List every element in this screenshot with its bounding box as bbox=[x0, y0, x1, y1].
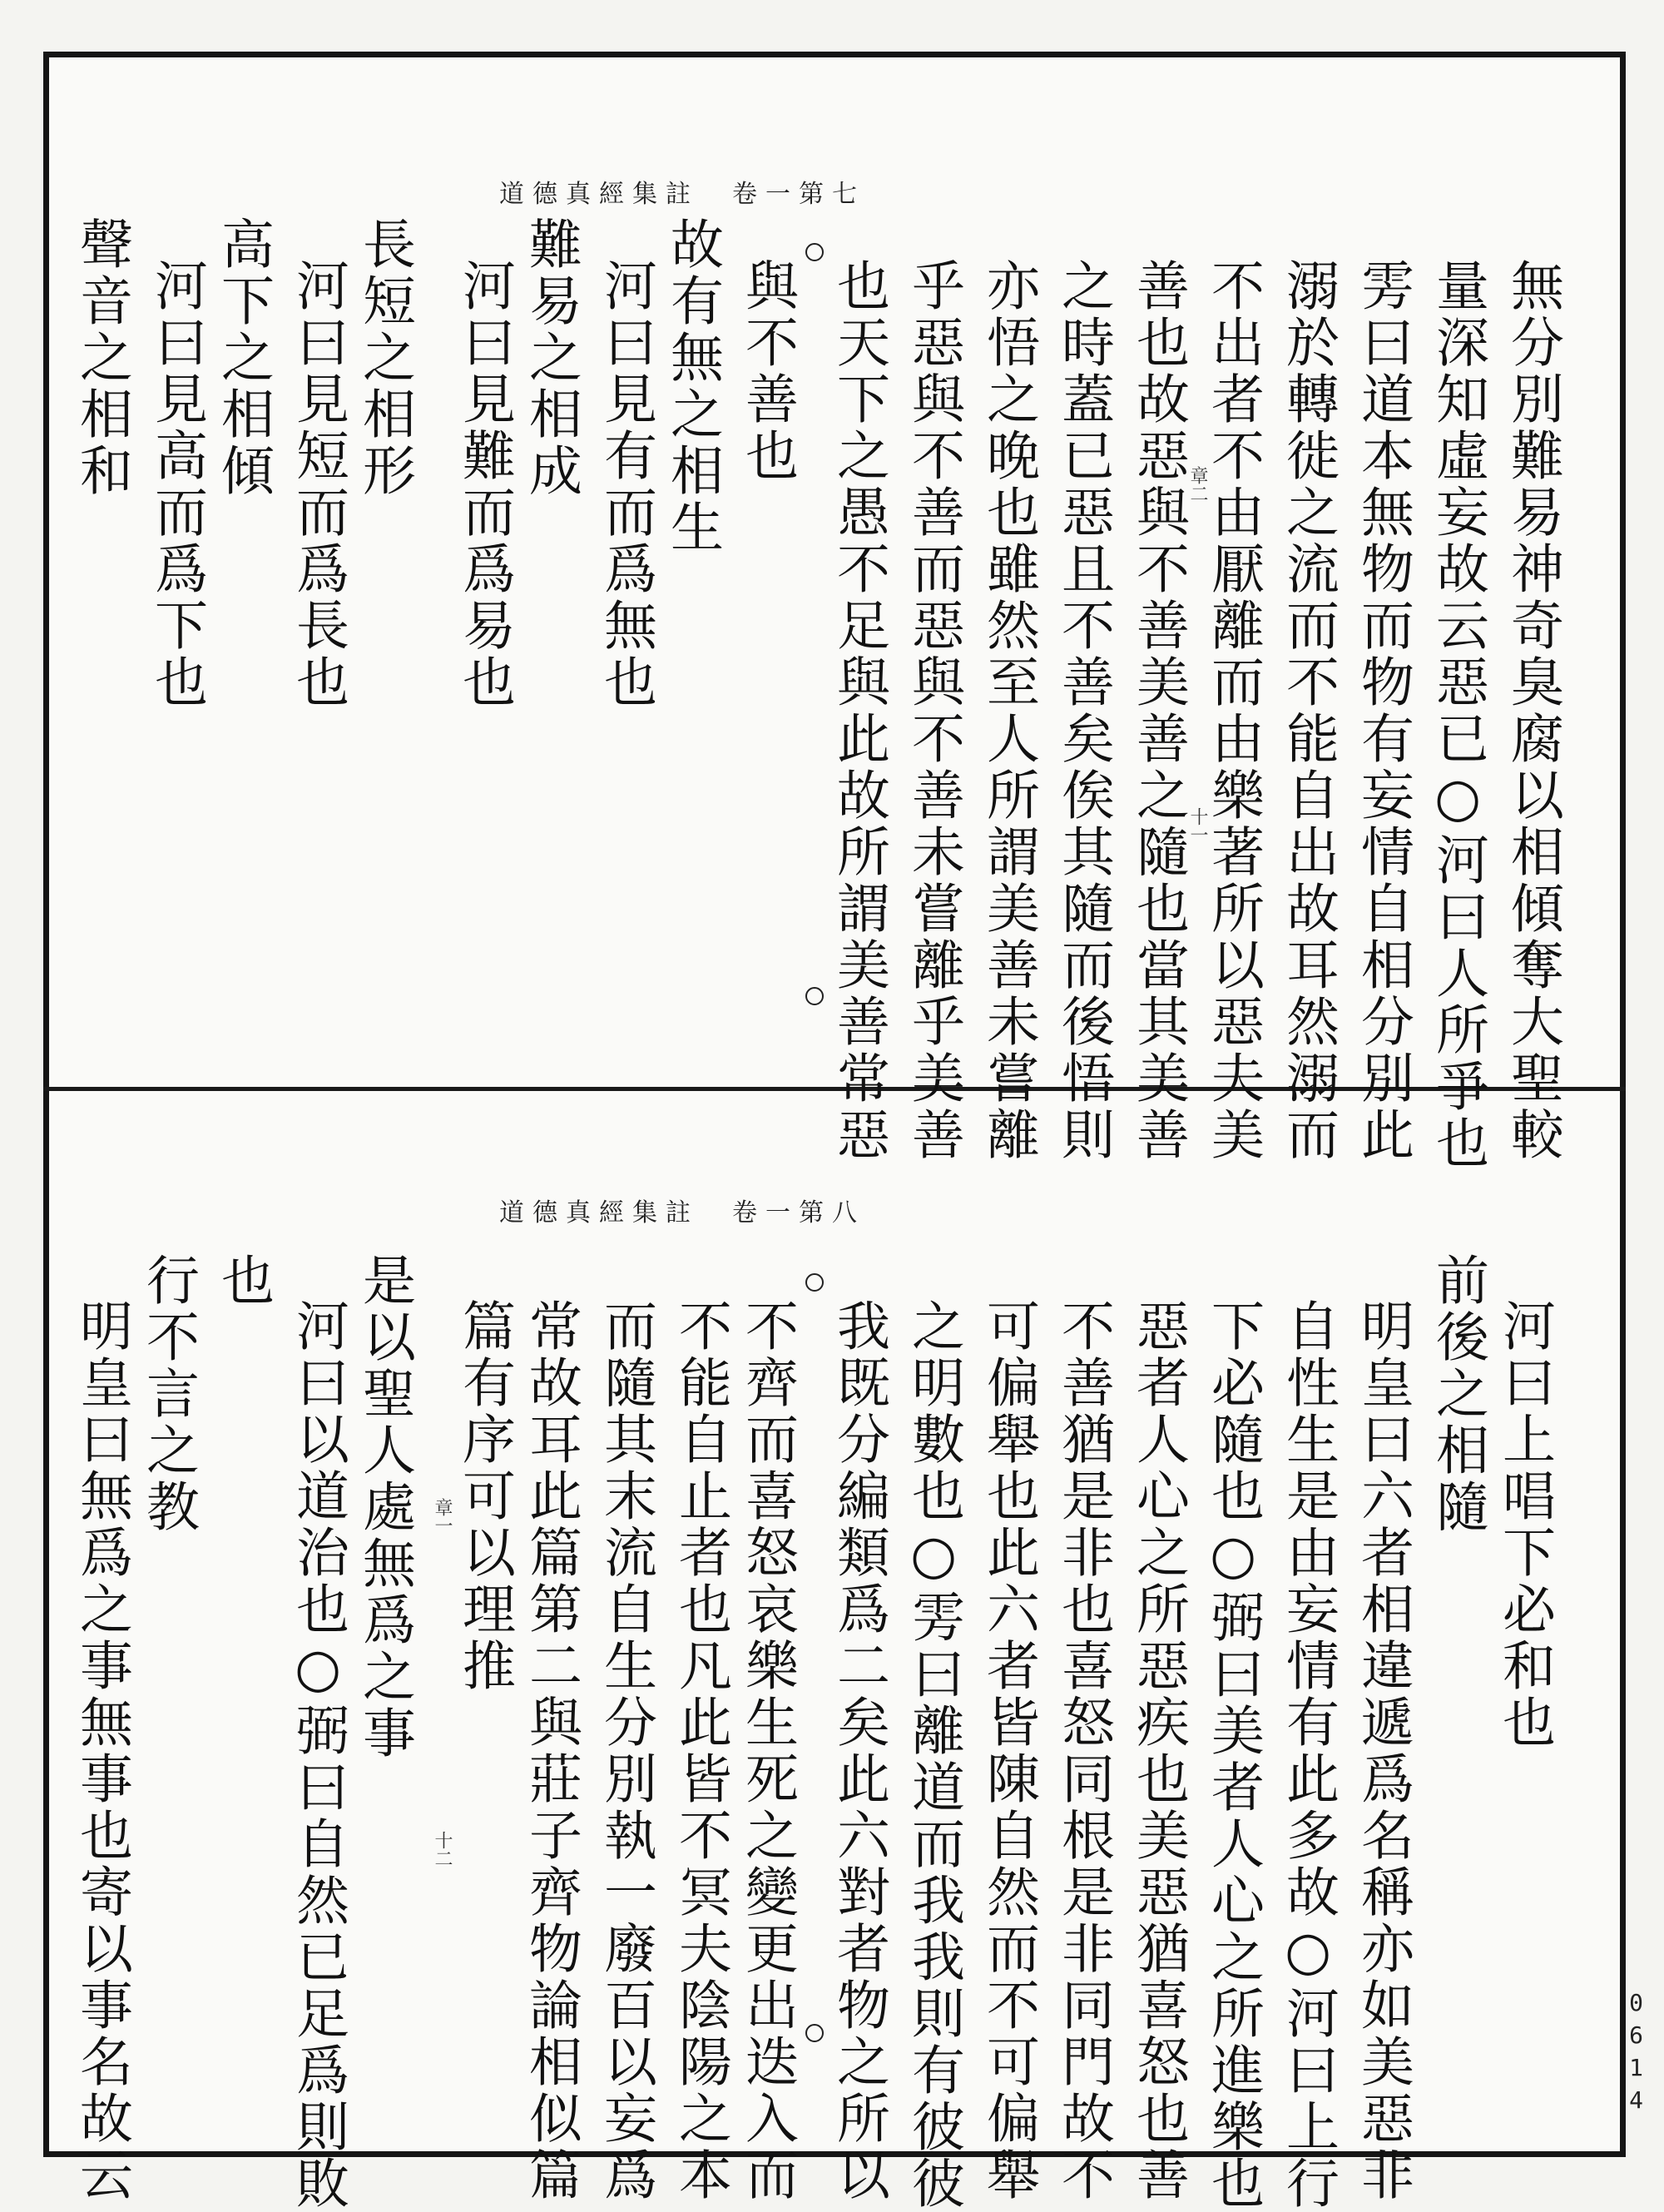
chapter-note: 章二 bbox=[1187, 466, 1208, 503]
text-column: 河曰見短而爲長也 bbox=[287, 258, 349, 711]
text-column: 下必隨也○弼曰美者人心之所進樂也 bbox=[1202, 1298, 1264, 2212]
column-marker-circle bbox=[805, 987, 824, 1005]
text-column: 故有無之相生 bbox=[661, 216, 723, 556]
page-number: 0614 bbox=[1622, 1989, 1650, 2119]
text-column: 河曰見有而爲無也 bbox=[595, 258, 656, 711]
text-column: 也天下之愚不足與此故所謂美善常惡 bbox=[828, 258, 889, 1163]
text-column: 是以聖人處無爲之事 bbox=[354, 1252, 415, 1762]
text-column: 善也故惡與不善美善之隨也當其美善 bbox=[1127, 258, 1189, 1163]
text-column: 亦悟之晚也雖然至人所謂美善未嘗離 bbox=[978, 258, 1039, 1163]
text-column: 聲音之相和 bbox=[71, 216, 132, 499]
text-column: 長短之相形 bbox=[354, 216, 415, 499]
text-column: 也 bbox=[212, 1252, 274, 1309]
text-column: 常故耳此篇第二與莊子齊物論相似篇 bbox=[520, 1298, 582, 2204]
text-column: 量深知虛妄故云惡已○河曰人所爭也 bbox=[1427, 258, 1488, 1172]
column-marker-circle bbox=[805, 243, 824, 261]
text-column: 河曰上唱下必和也 bbox=[1493, 1298, 1555, 1751]
text-column: 與不善也 bbox=[736, 258, 798, 484]
text-column: 明皇曰無爲之事無事也寄以事名故云 bbox=[71, 1298, 132, 2204]
text-column: 之時蓋已惡且不善矣俟其隨而後悟則 bbox=[1052, 258, 1114, 1163]
text-column: 我既分編類爲二矣此六對者物之所以 bbox=[828, 1298, 889, 2204]
column-marker-circle bbox=[805, 1273, 824, 1292]
running-header-top: 道德真經集註 卷一第七 bbox=[499, 180, 865, 209]
column-marker-circle bbox=[805, 2024, 824, 2042]
text-column: 行不言之教 bbox=[137, 1252, 199, 1535]
text-column: 前後之相隨 bbox=[1427, 1252, 1488, 1535]
text-column: 不善猶是非也喜怒同根是非同門故不 bbox=[1052, 1298, 1114, 2204]
text-column: 不出者不由厭離而由樂著所以惡夫美 bbox=[1202, 258, 1264, 1163]
chapter-note: 章一 bbox=[432, 1498, 453, 1535]
leaf-number-note: 十一 bbox=[1187, 807, 1208, 844]
text-column: 之明數也○雱曰離道而我我則有彼彼 bbox=[903, 1298, 964, 2212]
text-column: 惡者人心之所惡疾也美惡猶喜怒也善 bbox=[1127, 1298, 1189, 2204]
text-column: 而隨其末流自生分別執一廢百以妄爲 bbox=[595, 1298, 656, 2204]
leaf-number-note: 十二 bbox=[432, 1831, 453, 1867]
text-column: 不齊而喜怒哀樂生死之變更出迭入而 bbox=[736, 1298, 798, 2204]
text-column: 高下之相傾 bbox=[212, 216, 274, 499]
text-column: 無分別難易神奇臭腐以相傾奪大聖較 bbox=[1502, 258, 1563, 1163]
text-column: 雱曰道本無物而物有妄情自相分別此 bbox=[1352, 258, 1414, 1163]
text-column: 河曰見難而爲易也 bbox=[453, 258, 515, 711]
text-column: 難易之相成 bbox=[520, 216, 582, 499]
text-column: 河曰見高而爲下也 bbox=[146, 258, 207, 711]
text-column: 篇有序可以理推 bbox=[453, 1298, 515, 1694]
text-column: 不能自止者也凡此皆不冥夫陰陽之本 bbox=[670, 1298, 731, 2204]
text-column: 明皇曰六者相違遞爲名稱亦如美惡非 bbox=[1352, 1298, 1414, 2204]
text-column: 河曰以道治也○弼曰自然已足爲則敗 bbox=[287, 1298, 349, 2212]
running-header-bottom: 道德真經集註 卷一第八 bbox=[499, 1198, 865, 1228]
text-column: 溺於轉徙之流而不能自出故耳然溺而 bbox=[1277, 258, 1339, 1163]
text-column: 可偏舉也此六者皆陳自然而不可偏舉 bbox=[978, 1298, 1039, 2204]
text-column: 乎惡與不善而惡與不善未嘗離乎美善 bbox=[903, 258, 964, 1163]
text-column: 自性生是由妄情有此多故○河曰上行 bbox=[1277, 1298, 1339, 2212]
